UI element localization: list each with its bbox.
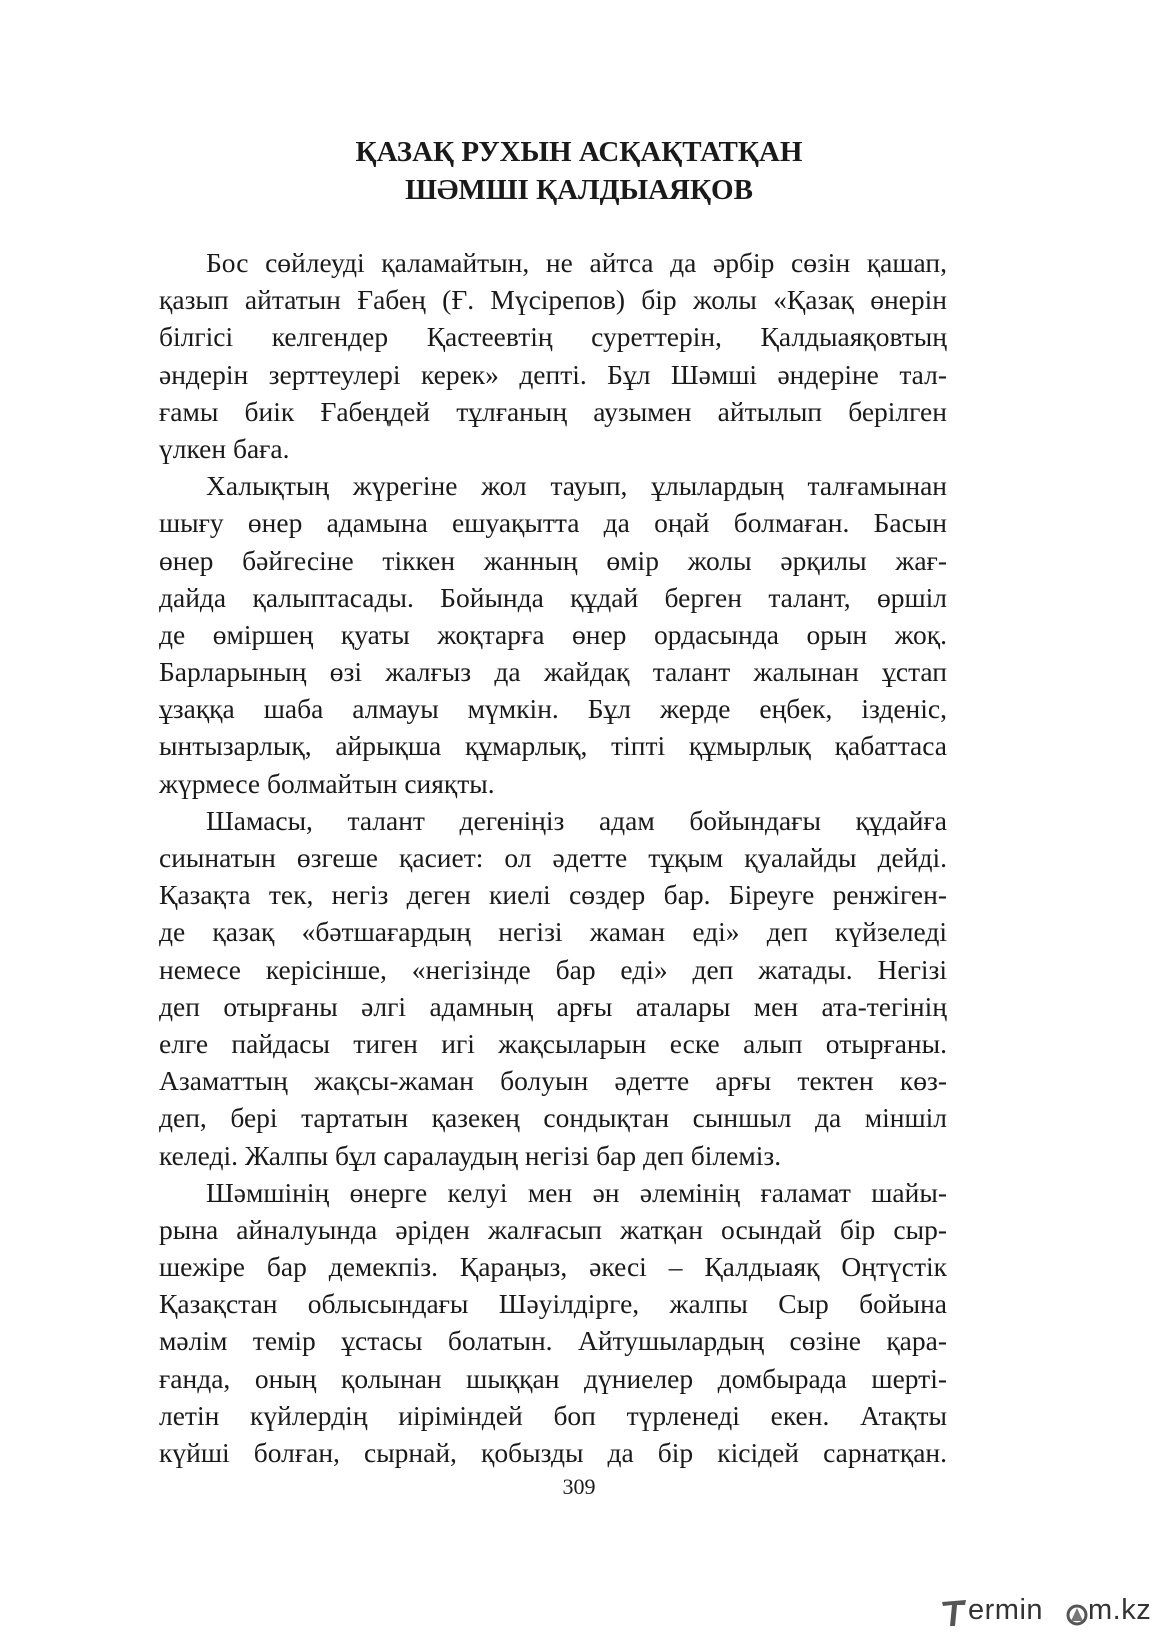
text-line: елге пайдасы тиген игі жақсыларын еске алып отырғаны. bbox=[159, 1027, 947, 1059]
text-line: де қазақ «бәтшағардың негізі жаман еді» деп күйзеледі bbox=[159, 916, 947, 948]
text-line: ұзаққа шаба алмауы мүмкін. Бұл жерде еңбек, ізденіс, bbox=[159, 693, 947, 725]
text-line: мәлім темір ұстасы болатын. Айтушылардың сөзіне қара- bbox=[159, 1325, 947, 1357]
text-line: Азаматтың жақсы-жаман болуын әдетте арғы тектен көз- bbox=[159, 1065, 947, 1097]
text-line: ғамы биік Ғабеңдей тұлғаның аузымен айтылып берілген bbox=[159, 395, 947, 427]
text-line: әндерін зерттеулері керек» депті. Бұл Шәмші әндеріне тал- bbox=[159, 358, 947, 390]
text-line: Барларының өзі жалғыз да жайдақ талант жалынан ұстап bbox=[159, 656, 947, 688]
text-line: күйші болған, сырнай, қобызды да бір кісідей сарнатқан. bbox=[159, 1437, 947, 1468]
text-line: Шәмшінің өнерге келуі мен ән әлемінің ғаламат шайы- bbox=[206, 1176, 947, 1208]
text-line: өнер бәйгесіне тіккен жанның өмір жолы әрқилы жағ- bbox=[159, 544, 947, 576]
watermark-text-after: m.kz bbox=[1088, 1594, 1152, 1626]
text-line: Қазақстан облысындағы Шәуілдірге, жалпы Сыр бойына bbox=[159, 1288, 947, 1320]
text-line: Қазақта тек, негіз деген киелі сөздер бар. Біреуге ренжіген- bbox=[159, 879, 947, 911]
text-line: қазып айтатын Ғабең (Ғ. Мүсірепов) бір жолы «Қазақ өнерін bbox=[159, 284, 947, 316]
text-line: жүрмесе болмайтын сияқты. bbox=[159, 767, 495, 799]
text-line: рына айналуында әріден жалғасып жатқан осындай бір сыр- bbox=[159, 1213, 947, 1245]
text-line: летін күйлердің иіріміндей боп түрленеді екен. Атақты bbox=[159, 1399, 947, 1431]
text-line: Бос сөйлеуді қаламайтын, не айтса да әрбір сөзін қашап, bbox=[206, 247, 947, 278]
text-line: немесе керісінше, «негізінде бар еді» деп жатады. Негізі bbox=[159, 953, 947, 985]
text-line: келеді. Жалпы бұл саралаудың негізі бар деп білеміз. bbox=[159, 1139, 782, 1171]
body-text bbox=[159, 244, 947, 1471]
page-number: 309 bbox=[562, 1474, 596, 1499]
text-line: үлкен баға. bbox=[159, 432, 290, 464]
text-line: Шамасы, талант дегеніңіз адам бойындағы құдайға bbox=[206, 804, 947, 836]
chapter-title-line-2: ШӘМШІ ҚАЛДЫАЯҚОВ bbox=[405, 174, 753, 206]
text-line: Халықтың жүрегіне жол тауып, ұлылардың талғамынан bbox=[206, 470, 947, 502]
text-line: деп, бері тартатын қазекең сондықтан сыншыл да міншіл bbox=[159, 1102, 947, 1134]
text-line: сиынатын өзгеше қасиет: ол әдетте тұқым қуалайды дейді. bbox=[159, 842, 947, 873]
chapter-title-line-1: ҚАЗАҚ РУХЫН АСҚАҚТАТҚАН bbox=[355, 136, 803, 168]
text-line: дайда қалыптасады. Бойында құдай берген талант, өршіл bbox=[159, 581, 947, 613]
watermark-text-before: ermin bbox=[968, 1594, 1044, 1626]
chapter-title bbox=[0, 133, 1158, 209]
text-line: шежіре бар демекпіз. Қараңыз, әкесі – Қалдыаяқ Оңтүстік bbox=[159, 1251, 947, 1283]
text-line: ынтызарлық, айрықша құмарлық, тіпті құмырлық қабаттаса bbox=[159, 730, 947, 762]
text-line: шығу өнер адамына ешуақытта да оңай болмаған. Басын bbox=[159, 507, 947, 539]
text-line: деп отырғаны әлгі адамның арғы аталары мен ата-тегінің bbox=[159, 990, 947, 1022]
text-line: білгісі келгендер Қастеевтің суреттерін, Қалдыаяқовтың bbox=[159, 321, 947, 353]
termincom-watermark bbox=[940, 1594, 1152, 1630]
text-line: де өміршең қуаты жоқтарға өнер ордасында орын жоқ. bbox=[159, 618, 947, 650]
text-line: ғанда, оның қолынан шыққан дүниелер домбырада шерті- bbox=[159, 1362, 947, 1394]
